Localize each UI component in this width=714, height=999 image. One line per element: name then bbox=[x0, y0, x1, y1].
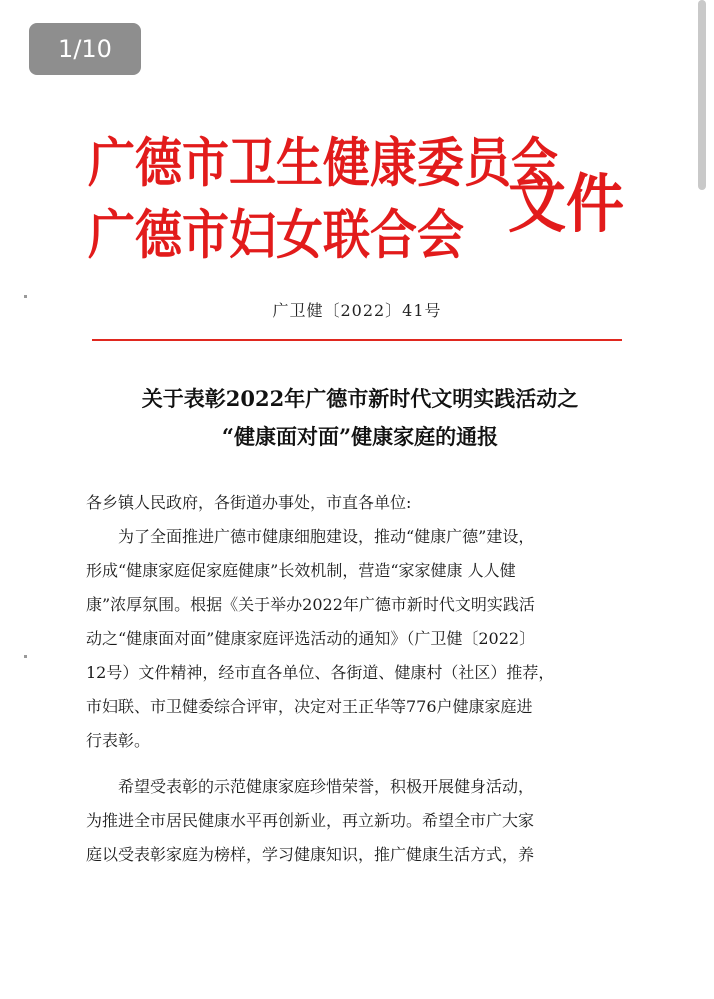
title-line: “健康面对面”健康家庭的通报 bbox=[221, 424, 499, 449]
document-number: 广卫健〔2022〕41号 bbox=[272, 301, 442, 320]
body-line: 为了全面推进广德市健康细胞建设，推动“健康广德”建设， bbox=[118, 527, 535, 546]
scan-speck bbox=[24, 655, 27, 658]
scan-speck bbox=[24, 295, 27, 298]
body-line: 庭以受表彰家庭为榜样，学习健康知识，推广健康生活方式，养 bbox=[86, 845, 535, 864]
body-line: 动之“健康面对面”健康家庭评选活动的通知》（广卫健〔2022〕 bbox=[86, 629, 536, 648]
paragraph-2 bbox=[86, 770, 634, 872]
org-line-health-commission: 广德市卫生健康委员会 bbox=[88, 132, 558, 195]
body-line: 形成“健康家庭促家庭健康”长效机制，营造“家家健康 人人健 bbox=[86, 561, 516, 580]
title-line: 关于表彰2022年广德市新时代文明实践活动之 bbox=[141, 386, 579, 411]
issuing-organizations bbox=[88, 128, 558, 272]
body-line: 市妇联、市卫健委综合评审，决定对王正华等776户健康家庭进 bbox=[86, 697, 533, 716]
paragraph-1 bbox=[86, 520, 634, 758]
document-type-label: 文件 bbox=[508, 166, 625, 242]
body-line: 康”浓厚氛围。根据《关于举办2022年广德市新时代文明实践活 bbox=[86, 595, 535, 614]
scrollbar-thumb[interactable] bbox=[698, 0, 706, 190]
salutation: 各乡镇人民政府，各街道办事处，市直各单位: bbox=[86, 493, 412, 512]
body-line: 希望受表彰的示范健康家庭珍惜荣誉，积极开展健身活动， bbox=[118, 777, 535, 796]
notice-title bbox=[60, 380, 660, 456]
body-line: 12号）文件精神，经市直各单位、各街道、健康村（社区）推荐， bbox=[86, 663, 555, 682]
body-line: 行表彰。 bbox=[86, 731, 151, 750]
page-counter-badge: 1/10 bbox=[29, 23, 141, 75]
body-line: 为推进全市居民健康水平再创新业，再立新功。希望全市广大家 bbox=[86, 811, 535, 830]
org-line-womens-federation: 广德市妇女联合会 bbox=[88, 204, 464, 267]
red-divider-line bbox=[92, 339, 622, 341]
notice-body bbox=[86, 486, 634, 872]
